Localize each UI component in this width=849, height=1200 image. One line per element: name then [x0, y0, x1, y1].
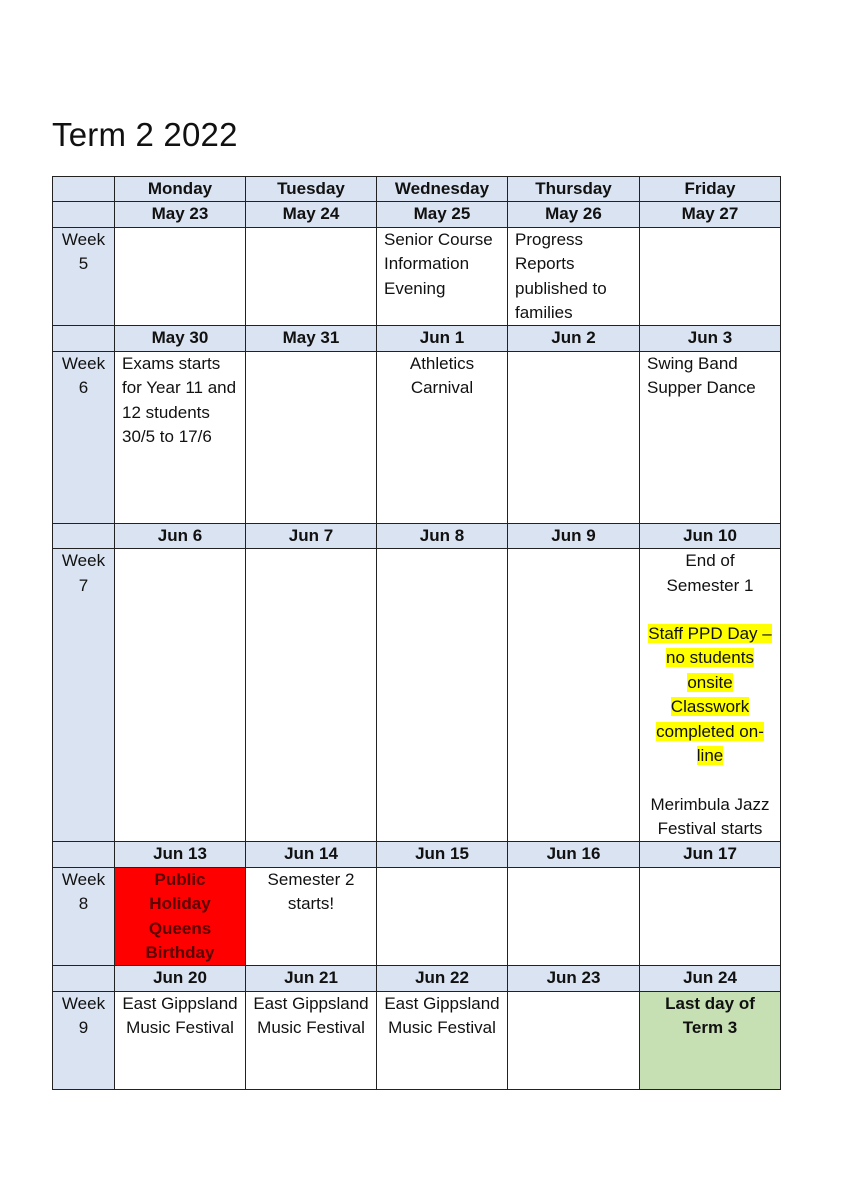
date-cell: Jun 17 — [640, 842, 781, 867]
date-cell: Jun 8 — [377, 523, 508, 548]
date-cell: May 25 — [377, 202, 508, 227]
date-cell: Jun 3 — [640, 326, 781, 351]
date-cell: Jun 20 — [115, 966, 246, 991]
event-cell — [508, 351, 640, 523]
date-cell: May 24 — [246, 202, 377, 227]
spacer — [647, 769, 773, 793]
event-cell-friday-week-7 — [640, 549, 781, 842]
date-cell: May 31 — [246, 326, 377, 351]
event-row-week-5 — [53, 227, 781, 326]
event-cell: East Gippsland Music Festival — [115, 991, 246, 1089]
event-cell — [377, 549, 508, 842]
event-cell — [115, 227, 246, 326]
day-header-monday: Monday — [115, 177, 246, 202]
date-row-spacer — [53, 326, 115, 351]
date-cell: Jun 24 — [640, 966, 781, 991]
event-cell — [246, 351, 377, 523]
event-cell — [377, 867, 508, 966]
event-cell — [508, 549, 640, 842]
public-holiday-cell: Public Holiday Queens Birthday — [115, 867, 246, 966]
date-cell: Jun 2 — [508, 326, 640, 351]
week-label: Week 8 — [53, 867, 115, 966]
date-cell: Jun 1 — [377, 326, 508, 351]
event-cell: Semester 2 starts! — [246, 867, 377, 966]
semester-end-note: End of Semester 1 — [666, 551, 754, 595]
date-row-spacer — [53, 842, 115, 867]
event-cell — [246, 549, 377, 842]
day-header-friday: Friday — [640, 177, 781, 202]
date-cell: Jun 21 — [246, 966, 377, 991]
page-title: Term 2 2022 — [52, 116, 238, 153]
date-cell: Jun 15 — [377, 842, 508, 867]
ppd-day-note: Staff PPD Day – no students onsite — [648, 624, 772, 692]
date-row-week-7 — [53, 523, 781, 548]
date-row-spacer — [53, 966, 115, 991]
event-row-week-8 — [53, 867, 781, 966]
date-row-week-5 — [53, 202, 781, 227]
event-cell — [508, 991, 640, 1089]
date-cell: May 23 — [115, 202, 246, 227]
date-cell: Jun 9 — [508, 523, 640, 548]
day-header-thursday: Thursday — [508, 177, 640, 202]
date-row-week-8 — [53, 842, 781, 867]
date-cell: Jun 7 — [246, 523, 377, 548]
event-cell: East Gippsland Music Festival — [377, 991, 508, 1089]
jazz-festival-note: Merimbula Jazz Festival starts — [650, 794, 770, 838]
event-cell — [640, 227, 781, 326]
date-row-week-6 — [53, 326, 781, 351]
event-cell — [640, 867, 781, 966]
week-label: Week 7 — [53, 549, 115, 842]
event-cell: Progress Reports published to families — [508, 227, 640, 326]
day-header-wednesday: Wednesday — [377, 177, 508, 202]
date-cell: May 26 — [508, 202, 640, 227]
week-label: Week 6 — [53, 351, 115, 523]
date-cell: Jun 16 — [508, 842, 640, 867]
date-cell: Jun 6 — [115, 523, 246, 548]
week-label: Week 5 — [53, 227, 115, 326]
date-cell: Jun 22 — [377, 966, 508, 991]
day-header-row — [53, 177, 781, 202]
event-cell: Athletics Carnival — [377, 351, 508, 523]
online-classwork-note: Classwork completed on-line — [656, 697, 764, 766]
event-row-week-9 — [53, 991, 781, 1089]
date-row-week-9 — [53, 966, 781, 991]
date-cell: Jun 10 — [640, 523, 781, 548]
event-cell: Swing Band Supper Dance — [640, 351, 781, 523]
event-cell — [246, 227, 377, 326]
date-cell: May 30 — [115, 326, 246, 351]
event-cell: Exams starts for Year 11 and 12 students 30/5 to 17/6 — [115, 351, 246, 523]
date-cell: Jun 13 — [115, 842, 246, 867]
event-row-week-7 — [53, 549, 781, 842]
event-row-week-6 — [53, 351, 781, 523]
week-label: Week 9 — [53, 991, 115, 1089]
date-cell: Jun 23 — [508, 966, 640, 991]
spacer — [647, 598, 773, 622]
calendar-table — [52, 176, 781, 1090]
event-cell: Senior Course Information Evening — [377, 227, 508, 326]
event-cell — [508, 867, 640, 966]
date-cell: Jun 14 — [246, 842, 377, 867]
date-cell: May 27 — [640, 202, 781, 227]
event-cell: East Gippsland Music Festival — [246, 991, 377, 1089]
event-cell — [115, 549, 246, 842]
date-row-spacer — [53, 523, 115, 548]
last-day-cell: Last day of Term 3 — [640, 991, 781, 1089]
corner-cell — [53, 177, 115, 202]
date-row-spacer — [53, 202, 115, 227]
day-header-tuesday: Tuesday — [246, 177, 377, 202]
